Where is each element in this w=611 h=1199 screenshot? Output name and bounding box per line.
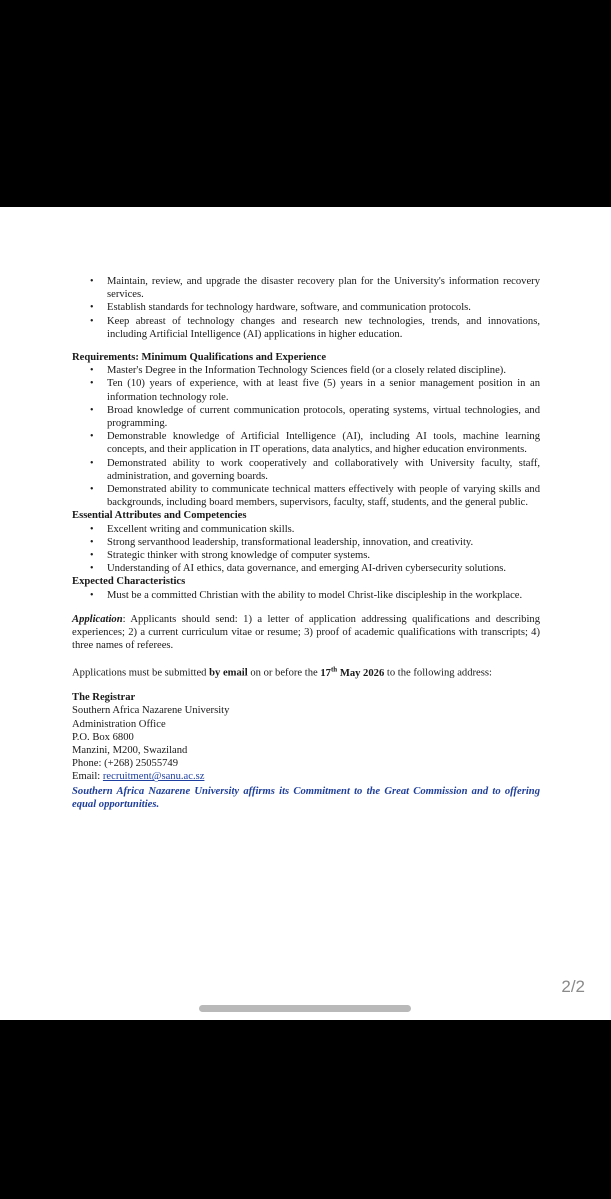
- registrar-title: The Registrar: [72, 692, 136, 704]
- requirements-list: [72, 364, 540, 509]
- document-body: [72, 275, 540, 811]
- list-item: • Understanding of AI ethics, data governance, and emerging AI-driven cybersecurity solutions.: [72, 562, 540, 575]
- requirements-heading: Requirements: Minimum Qualifications and Experience: [72, 352, 327, 364]
- list-item: • Establish standards for technology hardware, software, and communication protocols.: [72, 301, 540, 314]
- deadline-suffix: th: [330, 665, 338, 674]
- list-item: • Excellent writing and communication skills.: [72, 523, 540, 536]
- submission-paragraph: [72, 663, 540, 680]
- affirmation-statement: Southern Africa Nazarene University affirms its Commitment to the Great Commission and to offering equal opportunities.: [72, 785, 540, 810]
- list-item: • Broad knowledge of current communication protocols, operating systems, virtual technologies, and programming.: [72, 404, 540, 430]
- expected-list: [72, 589, 540, 602]
- list-item: • Master's Degree in the Information Technology Sciences field (or a closely related discipline).: [72, 364, 540, 377]
- address-line: Administration Office: [72, 718, 166, 730]
- address-line: P.O. Box 6800: [72, 731, 134, 743]
- list-item: • Strategic thinker with strong knowledge of computer systems.: [72, 549, 540, 562]
- deadline-month-year: May 2026: [337, 668, 385, 680]
- list-item: • Strong servanthood leadership, transformational leadership, innovation, and creativity.: [72, 536, 540, 549]
- essential-heading: Essential Attributes and Competencies: [72, 510, 247, 522]
- list-item: • Must be a committed Christian with the ability to model Christ-like discipleship in the workplace.: [72, 589, 540, 602]
- duties-list: [72, 275, 540, 341]
- application-text: Applicants should send: 1) a letter of application addressing qualifications and describing experiences; 2) a current curriculum vitae or resume; 3) proof of academic qualifications with transcripts; 4) three names of referees.: [72, 613, 540, 652]
- email-label: Email:: [72, 771, 103, 783]
- deadline-day: 17: [320, 668, 331, 680]
- email-link[interactable]: recruitment@sanu.ac.sz: [102, 771, 205, 783]
- application-label: Application: [72, 613, 123, 625]
- horizontal-scrollbar[interactable]: [199, 1005, 411, 1012]
- list-item: • Demonstrated ability to communicate technical matters effectively with people of varying skills and backgrounds, including board members, supervisors, faculty, staff, students, and the general public.: [72, 483, 540, 509]
- address-line: Manzini, M200, Swaziland: [72, 745, 188, 757]
- submission-method: by email: [209, 668, 248, 680]
- submission-text: Applications must be submitted: [72, 668, 210, 680]
- list-item: • Demonstrable knowledge of Artificial Intelligence (AI), including AI tools, machine learning concepts, and their application in IT operations, data analytics, and higher education environments.: [72, 430, 540, 456]
- essential-list: [72, 523, 540, 576]
- submission-text: on or before the: [247, 668, 321, 680]
- address-block: [72, 691, 540, 783]
- email-line: [72, 770, 540, 783]
- list-item: • Demonstrated ability to work cooperatively and collaboratively with University faculty, staff, administration, and governing boards.: [72, 457, 540, 483]
- page-indicator: 2/2: [561, 977, 585, 996]
- address-line: Southern Africa Nazarene University: [72, 705, 230, 717]
- submission-text: to the following address:: [384, 668, 492, 680]
- list-item: • Ten (10) years of experience, with at least five (5) years in a senior management position in an information technology role.: [72, 377, 540, 403]
- list-item: • Keep abreast of technology changes and research new technologies, trends, and innovations, including Artificial Intelligence (AI) applications in higher education.: [72, 315, 540, 341]
- address-line: Phone: (+268) 25055749: [72, 758, 179, 770]
- application-paragraph: Application: Applicants should send: 1) a letter of application addressing qualifications and describing experiences; 2) a current curriculum vitae or resume; 3) proof of academic qualifications with transcripts; 4) three names of referees.: [72, 613, 540, 652]
- list-item: • Maintain, review, and upgrade the disaster recovery plan for the University's information recovery services.: [72, 275, 540, 301]
- document-page: [0, 207, 611, 1020]
- expected-heading: Expected Characteristics: [72, 576, 186, 588]
